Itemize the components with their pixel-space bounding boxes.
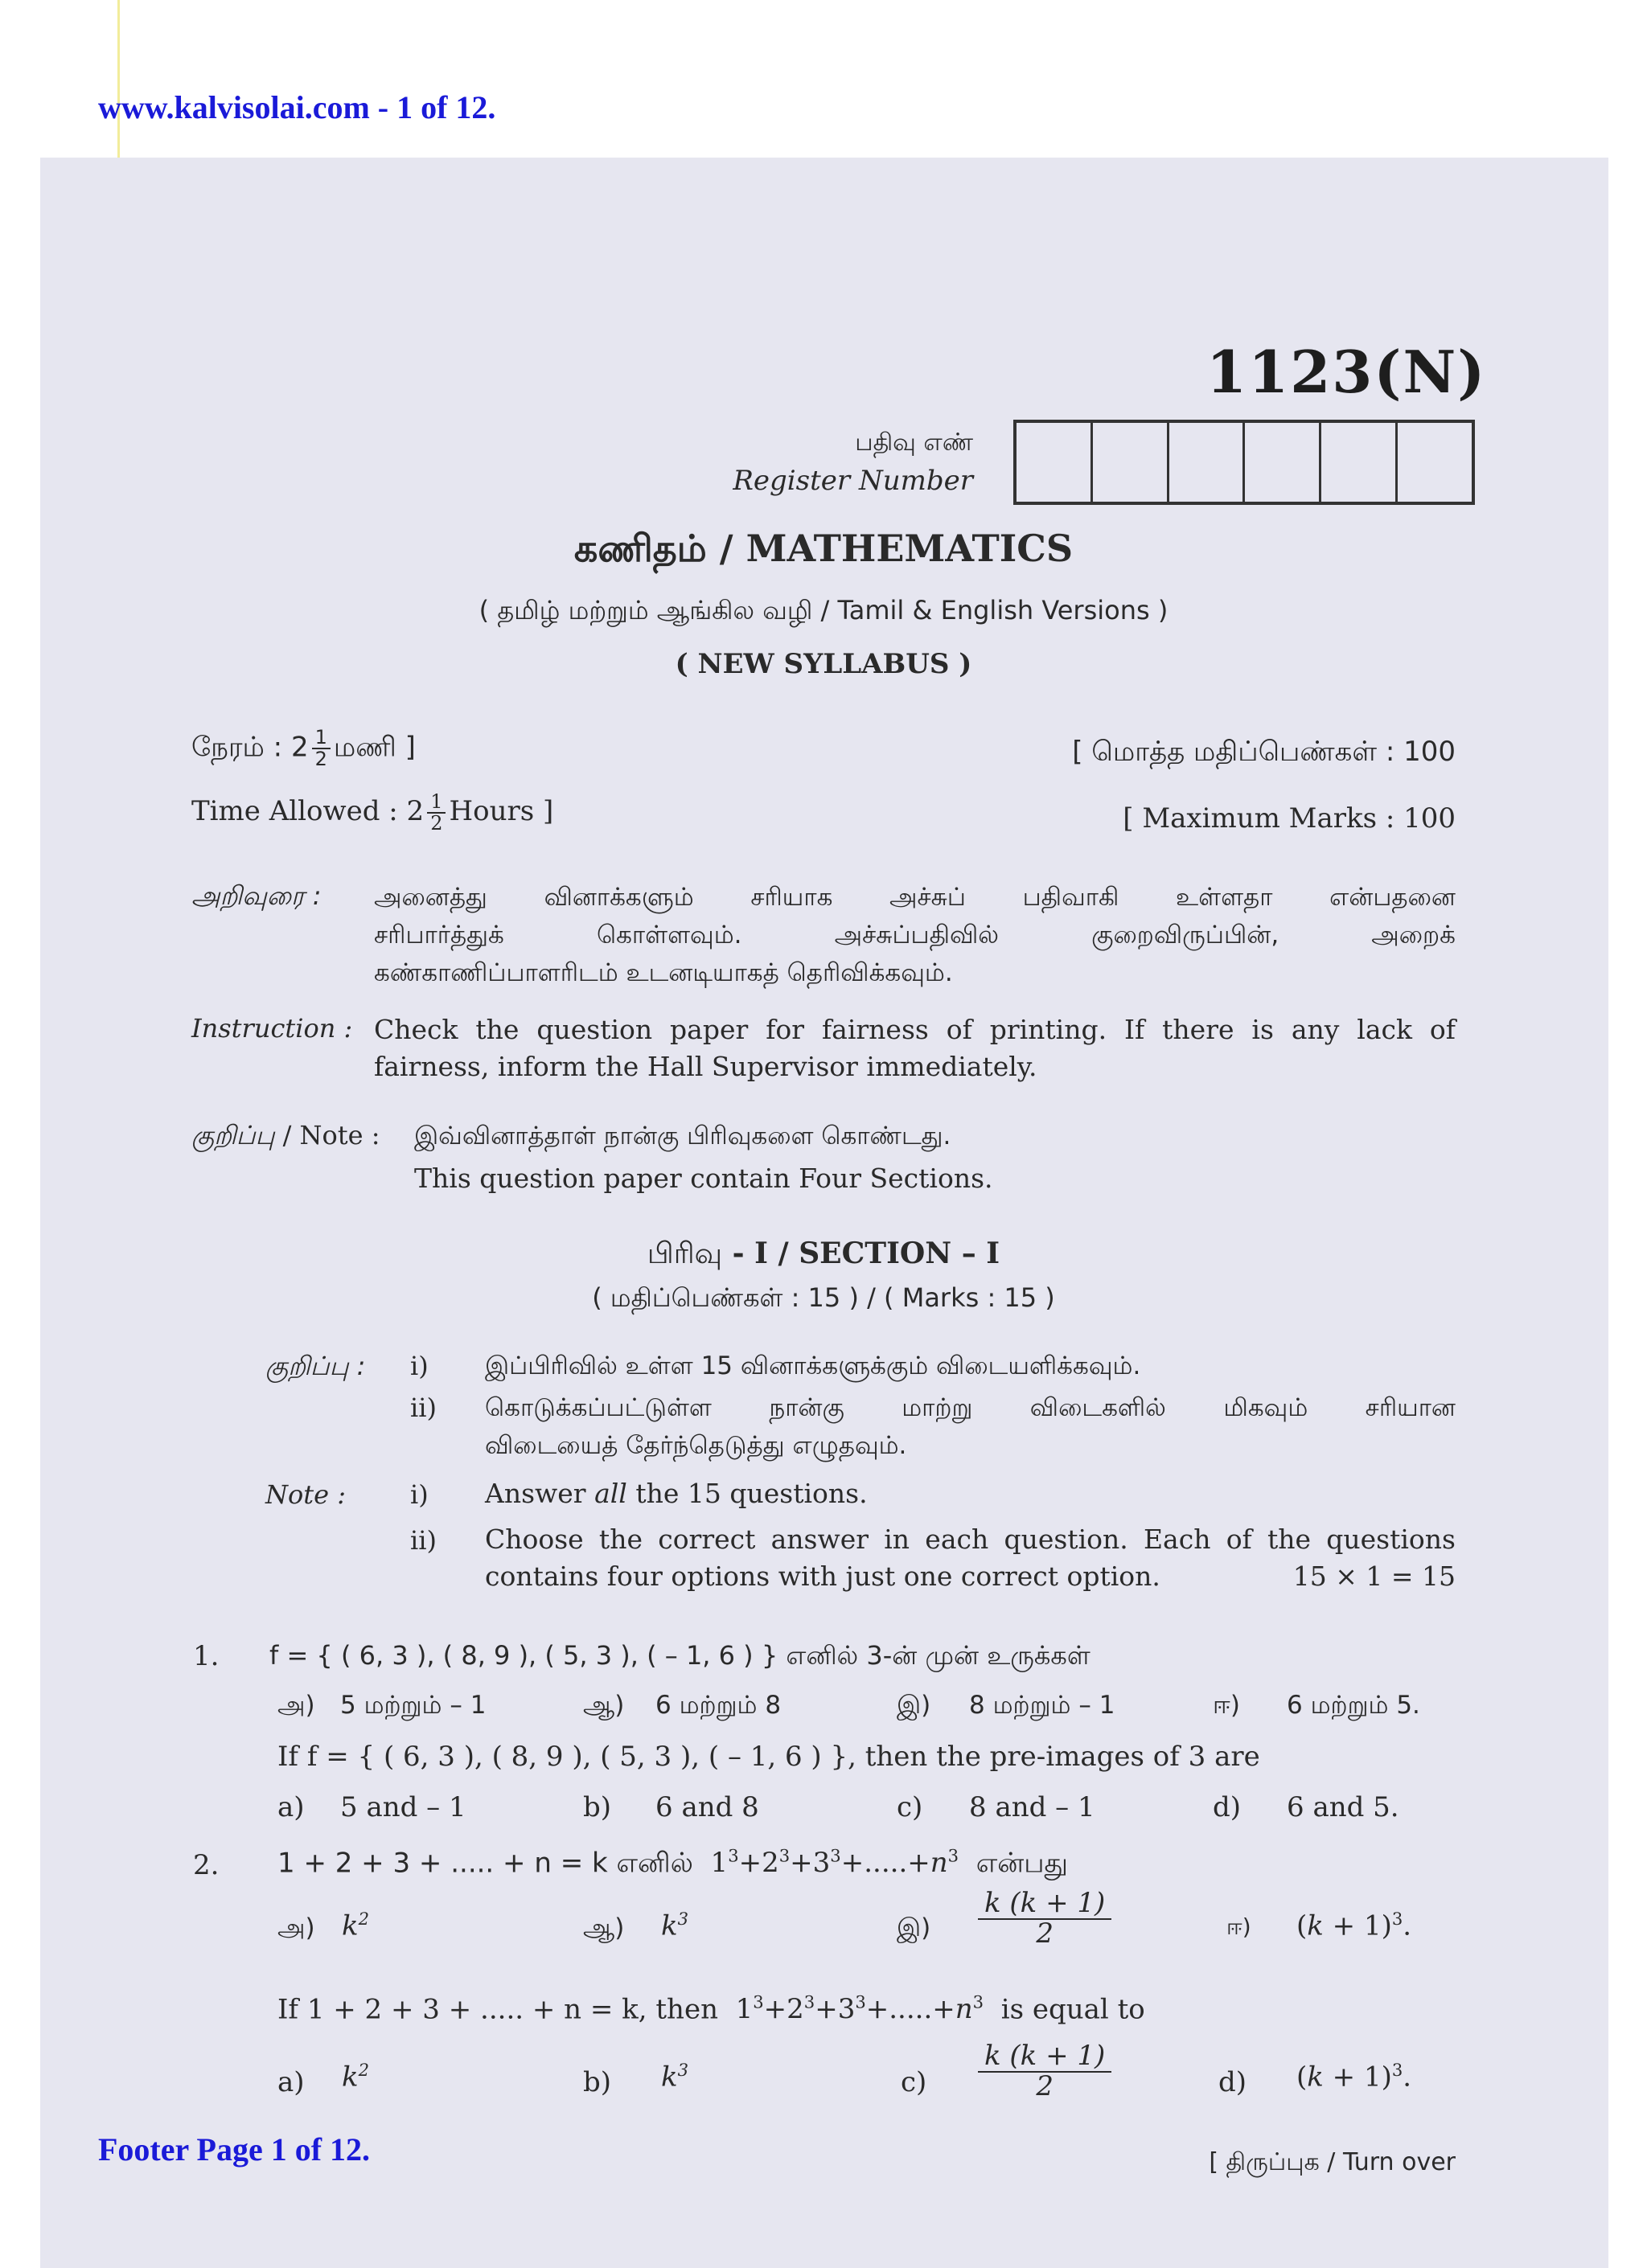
q2-ta-option-c: [975, 1889, 1115, 1948]
q2-ta-option-d: $(k + 1)^3$.: [1296, 1909, 1412, 1942]
q1-ta-option-b: 6 மற்றும் 8: [655, 1691, 782, 1720]
section-title-en: - I / SECTION – I: [722, 1237, 1000, 1270]
time-en: [191, 792, 553, 834]
q2-ta-stem-part1: 1 + 2 + 3 + ..... + n = k எனில்: [277, 1847, 693, 1880]
section-note-en-ii-num: ii): [410, 1525, 437, 1556]
register-box: [1321, 423, 1398, 502]
q2-en-option-b: $k^3$: [661, 2060, 689, 2094]
instruction-en-line1: Check the question paper for fairness of printing. If there is any lack of: [374, 1014, 1456, 1045]
q2-ta-stem-part2: என்பது: [975, 1847, 1068, 1880]
watermark: www.kalvisolai.com - 1 of 12.: [98, 89, 496, 125]
time-ta-prefix: நேரம் : 2: [191, 731, 309, 764]
q2-ta-option-a: $k^2$: [342, 1909, 370, 1942]
turn-over: [ திருப்புக / Turn over: [1209, 2148, 1456, 2176]
section-score: 15 × 1 = 15: [1292, 1561, 1456, 1592]
q1-en-option-b: 6 and 8: [655, 1791, 759, 1823]
q2-ta-label-b: ஆ): [583, 1913, 625, 1942]
instruction-en-line2: fairness, inform the Hall Supervisor immediately.: [374, 1051, 1037, 1082]
section-marks: ( மதிப்பெண்கள் : 15 ) / ( Marks : 15 ): [592, 1282, 1055, 1313]
q1-en-label-a: a): [277, 1791, 305, 1823]
q2-ta-label-a: அ): [277, 1913, 315, 1942]
q2-ta-sum-of-cubes: $1^3+2^3+3^3+.....+n^3$: [701, 1846, 959, 1880]
subject-ta: கணிதம்: [573, 527, 707, 570]
section-note-en-i-num: i): [410, 1479, 429, 1510]
footer: Footer Page 1 of 12.: [98, 2131, 371, 2168]
section-note-ta-label: குறிப்பு :: [265, 1351, 366, 1381]
time-ta-suffix: மணி ]: [333, 731, 416, 764]
frac-den: 2: [314, 748, 327, 771]
q1-stem-ta: f = { ( 6, 3 ), ( 8, 9 ), ( 5, 3 ), ( – 1, 6 ) } எனில் 3-ன் முன் உருக்கள்: [269, 1640, 1090, 1671]
q1-number: 1.: [193, 1640, 220, 1672]
versions: ( தமிழ் மற்றும் ஆங்கில வழி / Tamil & English Versions ): [478, 595, 1169, 625]
instruction-ta-line2: சரிபார்த்துக் கொள்ளவும். அச்சுப்பதிவில் குறைவிருப்பின், அறைக்: [374, 921, 1456, 949]
note-label-ta: குறிப்பு: [191, 1120, 275, 1150]
register-number-boxes: [1013, 420, 1475, 505]
time-ta: [191, 728, 416, 769]
q2-en-label-a: a): [277, 2066, 305, 2098]
time-en-suffix: Hours ]: [449, 795, 554, 828]
frac-den: 2: [1036, 1917, 1054, 1950]
q1-ta-option-a: 5 மற்றும் – 1: [340, 1691, 487, 1720]
q2-en-option-d: $(k + 1)^3$.: [1296, 2060, 1412, 2094]
register-box: [1017, 423, 1093, 502]
q1-ta-option-c: 8 மற்றும் – 1: [969, 1691, 1115, 1720]
q2-ta-label-c: இ): [897, 1913, 931, 1942]
q2-en-label-b: b): [583, 2066, 612, 2098]
note-en-i-pre: Answer: [485, 1478, 595, 1509]
instruction-ta-label: அறிவுரை :: [191, 880, 322, 911]
note-label-en: / Note :: [274, 1120, 380, 1150]
time-en-prefix: Time Allowed : 2: [191, 795, 425, 828]
register-box: [1093, 423, 1169, 502]
q2-en-option-c: [975, 2042, 1115, 2101]
section-title-ta: பிரிவு: [647, 1237, 723, 1270]
time-ta-fraction: [312, 728, 331, 769]
subject-title: [0, 527, 1647, 576]
q1-en-option-d: 6 and 5.: [1287, 1791, 1399, 1823]
paper-code: 1123(N): [1206, 338, 1487, 406]
frac-num: 1: [427, 792, 446, 814]
q1-en-label-c: c): [897, 1791, 923, 1823]
register-label-en: Register Number: [733, 465, 973, 497]
q2-en-fraction: [978, 2042, 1111, 2101]
q2-number: 2.: [193, 1849, 220, 1881]
q2-en-stem-part1: If 1 + 2 + 3 + ..... + n = k, then: [277, 1993, 718, 2026]
q1-ta-label-b: ஆ): [583, 1691, 625, 1720]
frac-num: k (k + 1): [978, 1889, 1111, 1920]
section-note-ta-i-num: i): [410, 1351, 429, 1381]
register-box: [1398, 423, 1472, 502]
subject-en: MATHEMATICS: [745, 527, 1074, 570]
q1-en-label-b: b): [583, 1791, 612, 1823]
q2-en-label-c: c): [901, 2066, 927, 2098]
instruction-ta-line1: அனைத்து வினாக்களும் சரியாக அச்சுப் பதிவாகி உள்ளதா என்பதனை: [374, 883, 1456, 912]
q2-ta-fraction: [978, 1889, 1111, 1948]
q1-en-option-a: 5 and – 1: [340, 1791, 466, 1823]
frac-den: 2: [1036, 2069, 1054, 2102]
section-note-en-label: Note :: [265, 1479, 347, 1510]
q2-ta-label-d: ஈ): [1226, 1913, 1251, 1940]
q1-ta-label-c: இ): [897, 1691, 931, 1720]
section-note-ta-ii-line1: கொடுக்கப்பட்டுள்ள நான்கு மாற்று விடைகளில் மிகவும் சரியான: [485, 1393, 1456, 1422]
syllabus: ( NEW SYLLABUS ): [675, 648, 972, 680]
q1-en-option-c: 8 and – 1: [969, 1791, 1095, 1823]
marks-en: [ Maximum Marks : 100: [1123, 802, 1456, 835]
section-note-en-ii-line2: contains four options with just one correct option.: [485, 1561, 1160, 1592]
section-note-en-i: [485, 1475, 868, 1512]
note-label: [191, 1120, 380, 1154]
register-box: [1245, 423, 1321, 502]
q2-stem-ta: [277, 1846, 1068, 1882]
note-en: This question paper contain Four Sections.: [414, 1163, 993, 1194]
marks-ta: [ மொத்த மதிப்பெண்கள் : 100: [1072, 736, 1456, 768]
q1-ta-label-a: அ): [277, 1691, 315, 1720]
register-box: [1169, 423, 1246, 502]
q1-stem-en: If f = { ( 6, 3 ), ( 8, 9 ), ( 5, 3 ), ( – 1, 6 ) }, then the pre-images of 3 are: [277, 1741, 1260, 1773]
section-note-ta-ii-line2: விடையைத் தேர்ந்தெடுத்து எழுதவும்.: [485, 1431, 907, 1460]
q1-ta-label-d: ஈ): [1213, 1691, 1240, 1720]
q2-en-option-a: $k^2$: [342, 2060, 370, 2094]
q1-en-label-d: d): [1213, 1791, 1242, 1823]
q1-ta-option-d: 6 மற்றும் 5.: [1287, 1691, 1420, 1720]
section-note-ta-i: இப்பிரிவில் உள்ள 15 வினாக்களுக்கும் விடையளிக்கவும்.: [485, 1351, 1141, 1380]
section-title: [0, 1237, 1647, 1274]
q2-en-stem-part2: is equal to: [1000, 1993, 1145, 2026]
q2-stem-en: [277, 1992, 1145, 2025]
register-label-ta: பதிவு எண்: [855, 429, 973, 457]
section-note-ta-ii-num: ii): [410, 1392, 437, 1423]
note-en-i-em: all: [594, 1478, 627, 1509]
frac-den: 2: [430, 812, 443, 835]
note-ta: இவ்வினாத்தாள் நான்கு பிரிவுகளை கொண்டது.: [414, 1122, 951, 1150]
frac-num: k (k + 1): [978, 2042, 1111, 2073]
section-note-en-ii-line1: Choose the correct answer in each question. Each of the questions: [485, 1524, 1456, 1555]
q2-en-sum-of-cubes: $1^3+2^3+3^3+.....+n^3$: [726, 1992, 984, 2026]
note-en-i-post: the 15 questions.: [626, 1478, 868, 1509]
instruction-en-label: Instruction :: [191, 1013, 353, 1044]
time-en-fraction: [427, 792, 446, 834]
q2-en-label-d: d): [1218, 2066, 1247, 2098]
q2-ta-option-b: $k^3$: [661, 1909, 689, 1942]
subject-sep: /: [706, 527, 746, 570]
frac-num: 1: [312, 728, 331, 749]
instruction-ta-line3: கண்காணிப்பாளரிடம் உடனடியாகத் தெரிவிக்கவும்.: [374, 958, 953, 987]
